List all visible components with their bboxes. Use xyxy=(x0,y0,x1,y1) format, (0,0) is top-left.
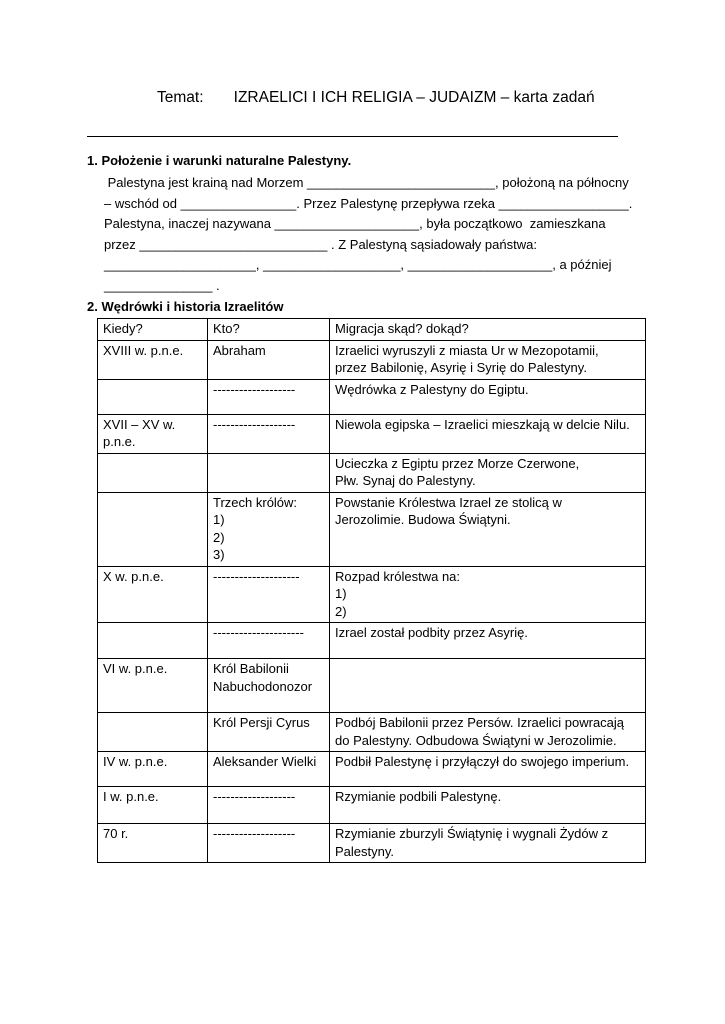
fill-in-line: _____________________, ___________________, ____________________, a później xyxy=(104,257,612,272)
table-row xyxy=(98,713,646,752)
cell-migration: Rzymianie zburzyli Świątynię i wygnali Żydów z Palestyny. xyxy=(330,824,646,863)
cell-who: Abraham xyxy=(208,340,330,379)
table-row xyxy=(98,566,646,623)
worksheet-title: Temat: IZRAELICI I ICH RELIGIA – JUDAIZM – karta zadań xyxy=(157,89,595,106)
fill-in-line: _______________ . xyxy=(104,277,220,293)
cell-who: ------------------- xyxy=(208,787,330,824)
cell-who: ------------------- xyxy=(208,824,330,863)
column-header-when: Kiedy? xyxy=(98,319,208,341)
table-row xyxy=(98,752,646,787)
fill-in-line: przez __________________________ . Z Palestyną sąsiadowały państwa: xyxy=(104,236,537,252)
cell-when: XVII – XV w. p.n.e. xyxy=(98,414,208,453)
section-1-heading: 1. Położenie i warunki naturalne Palestyny. xyxy=(87,153,352,168)
cell-migration: Wędrówka z Palestyny do Egiptu. xyxy=(330,379,646,414)
table-row xyxy=(98,623,646,659)
table-row xyxy=(98,414,646,453)
cell-when xyxy=(98,713,208,752)
section-2-heading: 2. Wędrówki i historia Izraelitów xyxy=(87,299,284,314)
table-row xyxy=(98,824,646,863)
fill-in-line: Palestyna, inaczej nazywana ____________________, była początkowo zamieszkana xyxy=(104,216,606,231)
cell-when: I w. p.n.e. xyxy=(98,787,208,824)
table-header-row xyxy=(98,319,646,341)
cell-migration: Rozpad królestwa na: 1) 2) xyxy=(330,566,646,623)
cell-migration: Izrael został podbity przez Asyrię. xyxy=(330,623,646,659)
cell-migration: Podbił Palestynę i przyłączył do swojego imperium. xyxy=(330,752,646,787)
cell-migration: Powstanie Królestwa Izrael ze stolicą w Jerozolimie. Budowa Świątyni. xyxy=(330,492,646,566)
cell-when xyxy=(98,453,208,492)
cell-when xyxy=(98,492,208,566)
cell-migration: Ucieczka z Egiptu przez Morze Czerwone, Płw. Synaj do Palestyny. xyxy=(330,453,646,492)
table-row xyxy=(98,379,646,414)
cell-who xyxy=(208,453,330,492)
table-row xyxy=(98,492,646,566)
cell-who: Aleksander Wielki xyxy=(208,752,330,787)
cell-who: ------------------- xyxy=(208,414,330,453)
cell-when: 70 r. xyxy=(98,824,208,863)
fill-in-line: Palestyna jest krainą nad Morzem __________________________, położoną na północny xyxy=(104,175,629,190)
table-row xyxy=(98,787,646,824)
cell-who: Król Babilonii Nabuchodonozor xyxy=(208,659,330,713)
history-table xyxy=(97,318,646,863)
table-row xyxy=(98,340,646,379)
title-underline xyxy=(87,136,618,137)
section-1-fill-in-text xyxy=(104,173,664,296)
cell-who: Król Persji Cyrus xyxy=(208,713,330,752)
column-header-who: Kto? xyxy=(208,319,330,341)
cell-when: IV w. p.n.e. xyxy=(98,752,208,787)
cell-when: XVIII w. p.n.e. xyxy=(98,340,208,379)
cell-when: X w. p.n.e. xyxy=(98,566,208,623)
fill-in-line: – wschód od ________________. Przez Palestynę przepływa rzeka __________________. xyxy=(104,195,633,211)
cell-who: Trzech królów: 1) 2) 3) xyxy=(208,492,330,566)
column-header-migration: Migracja skąd? dokąd? xyxy=(330,319,646,341)
cell-who: --------------------- xyxy=(208,623,330,659)
cell-who: -------------------- xyxy=(208,566,330,623)
cell-who: ------------------- xyxy=(208,379,330,414)
cell-migration: Niewola egipska – Izraelici mieszkają w delcie Nilu. xyxy=(330,414,646,453)
cell-migration: Izraelici wyruszyli z miasta Ur w Mezopotamii, przez Babilonię, Asyrię i Syrię do Palestyny. xyxy=(330,340,646,379)
cell-migration: Rzymianie podbili Palestynę. xyxy=(330,787,646,824)
table-row xyxy=(98,453,646,492)
cell-migration: Podbój Babilonii przez Persów. Izraelici powracają do Palestyny. Odbudowa Świątyni w Jerozolimie. xyxy=(330,713,646,752)
cell-when: VI w. p.n.e. xyxy=(98,659,208,713)
cell-migration xyxy=(330,659,646,713)
cell-when xyxy=(98,623,208,659)
cell-when xyxy=(98,379,208,414)
table-row xyxy=(98,659,646,713)
